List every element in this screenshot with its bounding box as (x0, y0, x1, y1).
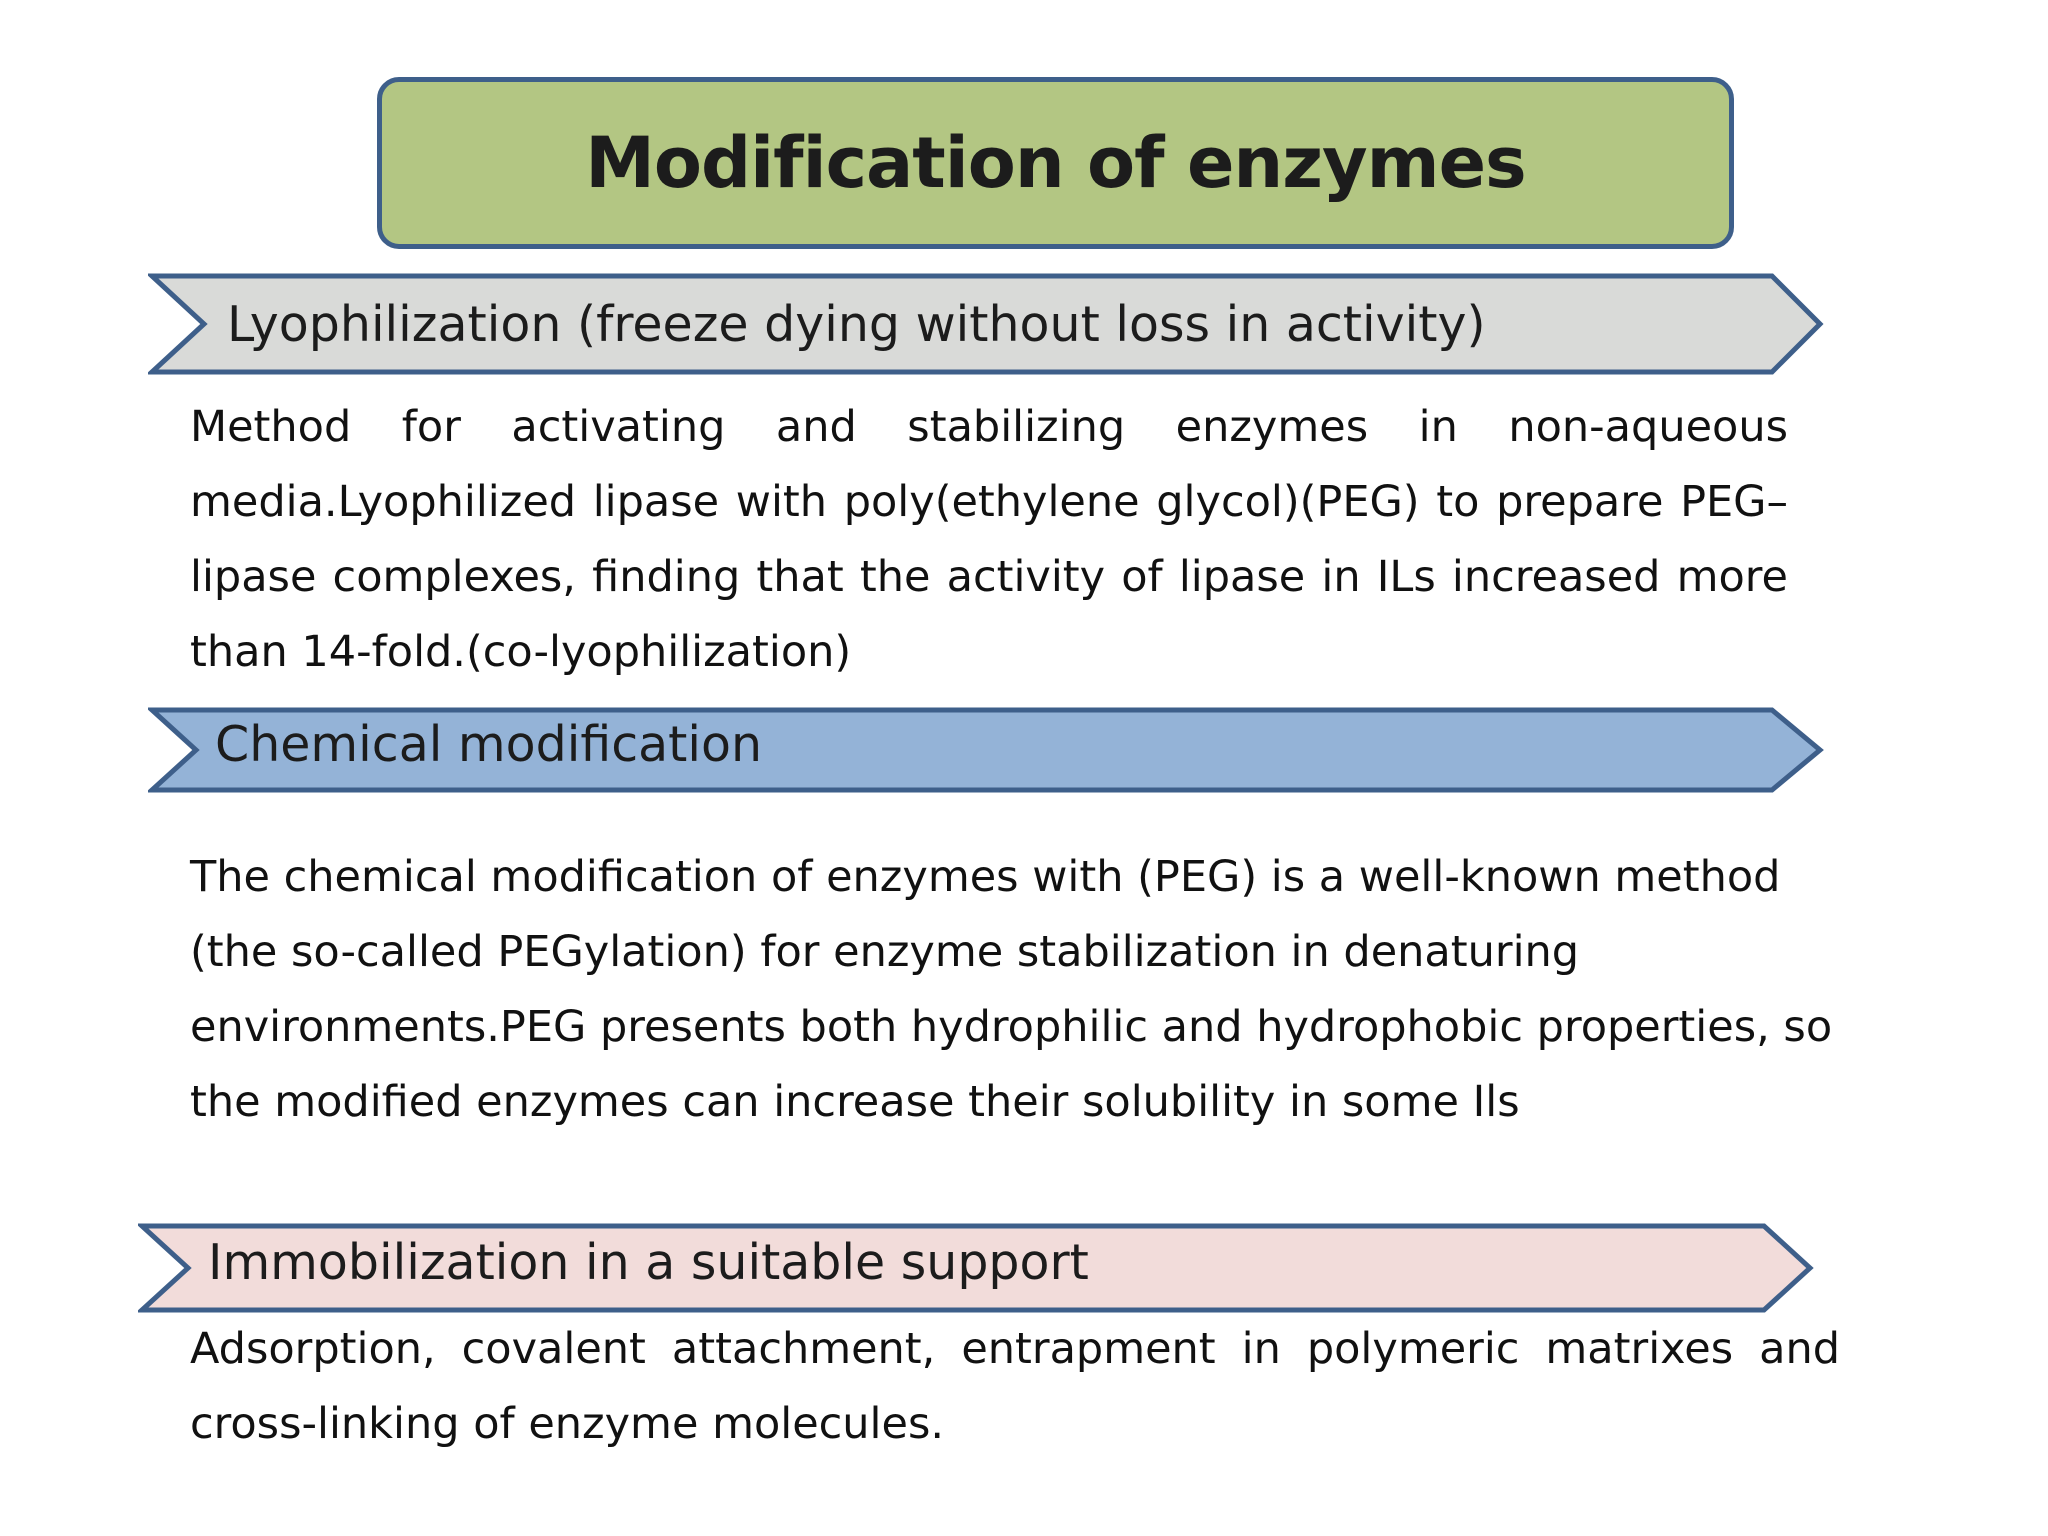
slide-title-box (377, 77, 1734, 249)
section-heading-immobilization: Immobilization in a suitable support (208, 1234, 1089, 1291)
section-heading-chemical-modification: Chemical modification (215, 716, 763, 773)
section-body-immobilization: Adsorption, covalent attachment, entrapment in polymeric matrixes and cross-linking of enzyme molecules. (190, 1324, 1840, 1449)
slide-title: Modification of enzymes (585, 122, 1526, 204)
section-body-lyophilization: Method for activating and stabilizing enzymes in non-aqueous media.Lyophilized lipase with poly(ethylene glycol)(PEG) to prepare PEG– lipase complexes, finding that the activity of lipase in ILs increased more than 14-fold.(co-lyophilization) (190, 402, 1788, 677)
section-body-chemical-modification: The chemical modification of enzymes with (PEG) is a well-known method (the so-called PEGylation) for enzyme stabilization in denaturing environments.PEG presents both hydrophilic and hydrophobic properties, so the modified enzymes can increase their solubility in some Ils (190, 852, 1833, 1127)
section-heading-lyophilization: Lyophilization (freeze dying without loss in activity) (227, 296, 1486, 353)
